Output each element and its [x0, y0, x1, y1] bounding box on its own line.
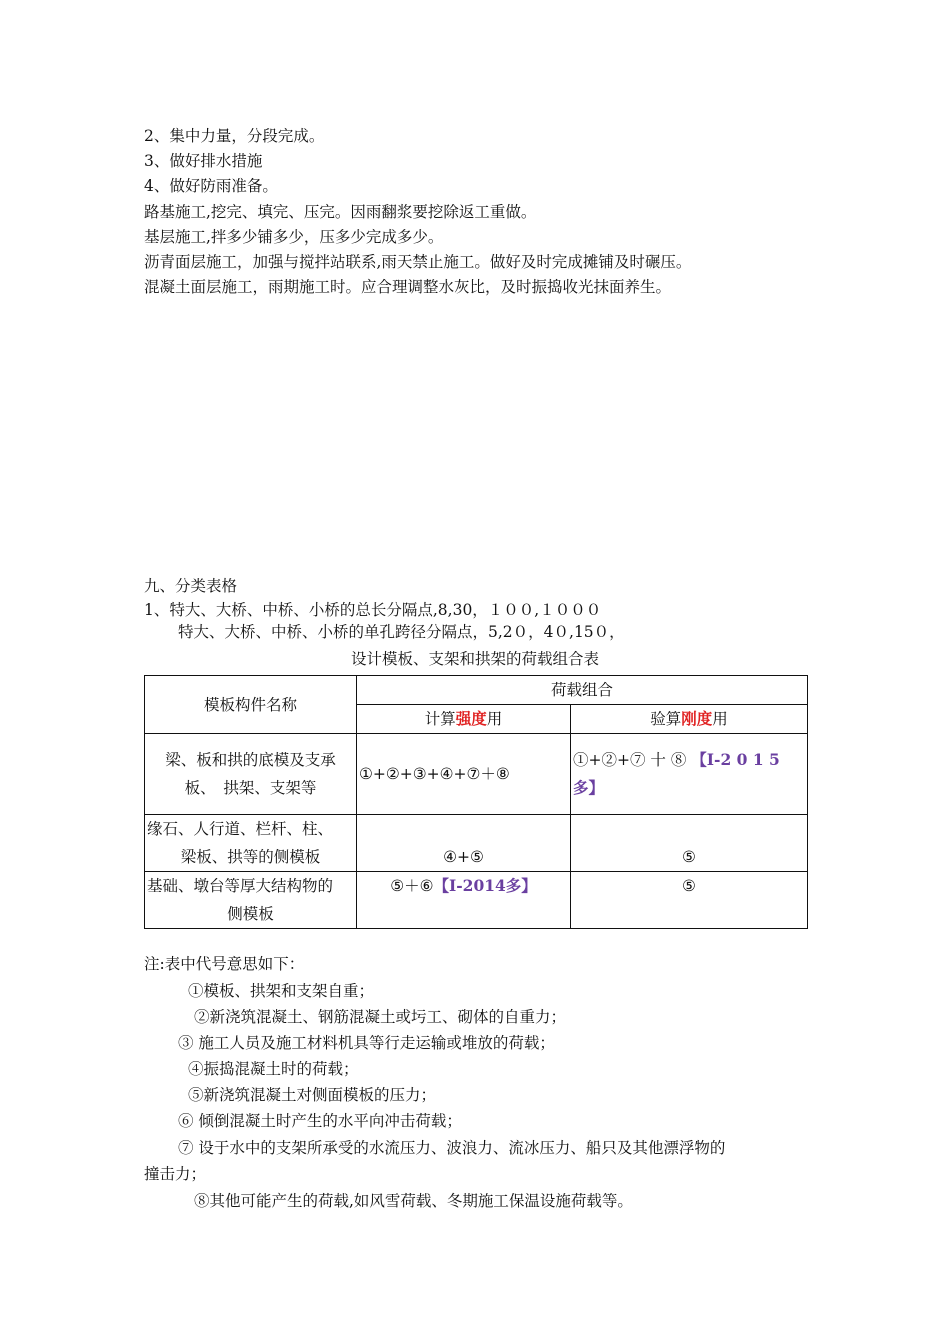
row1-name-line1: 梁、板和拱的底模及支承 [165, 751, 336, 769]
row1-name-line2: 板、 拱架、支架等 [184, 779, 317, 797]
note-item-4: ④振捣混凝土时的荷载； [188, 1060, 359, 1078]
load-combination-table [144, 675, 808, 929]
row1-stiffness [571, 734, 808, 815]
row3-name-line1: 基础、墩台等厚大结构物的 [147, 877, 334, 895]
header-stiffness-cell [571, 705, 808, 734]
intro-line-7: 混凝土面层施工，雨期施工时。应合理调整水灰比，及时振捣收光抹面养生。 [144, 278, 672, 296]
intro-line-1: 2、集中力量，分段完成。 [144, 127, 325, 145]
note-item-7-cont: 撞击力； [144, 1165, 207, 1183]
table-row [145, 872, 808, 929]
intro-line-6: 沥青面层施工，加强与搅拌站联系,雨天禁止施工。做好及时完成摊铺及时碾压。 [144, 253, 692, 271]
bridge-span-line: 特大、大桥、中桥、小桥的单孔跨径分隔点，5,2０，4０,15０， [178, 623, 625, 641]
row2-strength [357, 815, 571, 872]
row1-strength-value: ①+②+③+④+⑦＋⑧ [359, 765, 510, 783]
stiffness-prefix: 验算 [650, 710, 682, 728]
row3-name [145, 872, 357, 929]
row3-strength [357, 872, 571, 929]
table-row [145, 815, 808, 872]
strength-prefix: 计算 [424, 710, 456, 728]
row3-stiffness-value: ⑤ [682, 877, 696, 895]
row2-name [145, 815, 357, 872]
row2-stiffness-value: ⑤ [682, 848, 696, 866]
row1-stiffness-value: ①+②+⑦ 十 ⑧ [573, 751, 687, 769]
note-item-8: ⑧其他可能产生的荷载,如风雪荷载、冬期施工保温设施荷载等。 [194, 1192, 633, 1210]
stiffness-suffix: 用 [712, 710, 728, 728]
note-item-1: ①模板、拱架和支架自重； [188, 982, 375, 1000]
intro-line-5: 基层施工,拌多少铺多少，压多少完成多少。 [144, 228, 444, 246]
bridge-total-length-line: 1、特大、大桥、中桥、小桥的总长分隔点,8,30，１００,１０００ [144, 601, 602, 619]
row3-strength-value: ⑤＋⑥ [390, 877, 434, 895]
header-group-cell [357, 676, 808, 705]
row2-strength-value: ④+⑤ [443, 848, 484, 866]
notes-title: 注:表中代号意思如下： [144, 955, 305, 973]
table-row [145, 734, 808, 815]
row3-name-line2: 侧模板 [227, 905, 274, 923]
note-item-3: ③ 施工人员及施工材料机具等行走运输或堆放的荷载； [178, 1034, 555, 1052]
intro-line-2: 3、做好排水措施 [144, 152, 263, 170]
note-item-2: ②新浇筑混凝土、钢筋混凝土或圬工、砌体的自重力； [194, 1008, 567, 1026]
table-caption: 设计模板、支架和拱架的荷载组合表 [350, 650, 599, 668]
row3-stiffness [571, 872, 808, 929]
header-group: 荷载组合 [551, 681, 614, 699]
header-name: 模板构件名称 [203, 695, 297, 714]
row1-name [145, 734, 357, 815]
intro-line-3: 4、做好防雨准备。 [144, 177, 278, 195]
row2-name-line1: 缘石、人行道、栏杆、柱、 [147, 820, 334, 838]
row1-stiffness-tag-1: 【I-2 0 1 5 [691, 750, 780, 769]
note-item-5: ⑤新浇筑混凝土对侧面模板的压力； [188, 1086, 437, 1104]
row1-stiffness-tag-2: 多】 [573, 778, 605, 797]
row2-stiffness [571, 815, 808, 872]
header-name-cell [145, 676, 357, 734]
intro-line-4: 路基施工,挖完、填完、压完。因雨翻浆要挖除返工重做。 [144, 203, 537, 221]
row1-strength [357, 734, 571, 815]
row3-strength-tag: 【Ⅰ-2014多】 [433, 876, 537, 895]
note-item-7: ⑦ 设于水中的支架所承受的水流压力、波浪力、流冰压力、船只及其他漂浮物的 [178, 1139, 726, 1157]
strength-suffix: 用 [486, 710, 503, 728]
stiffness-emph: 刚度 [681, 709, 713, 728]
section-heading: 九、分类表格 [144, 577, 238, 595]
strength-emph: 强度 [455, 709, 487, 728]
header-strength-cell [357, 705, 571, 734]
row2-name-line2: 梁板、拱等的侧模板 [180, 848, 321, 866]
note-item-6: ⑥ 倾倒混凝土时产生的水平向冲击荷载； [178, 1112, 462, 1130]
